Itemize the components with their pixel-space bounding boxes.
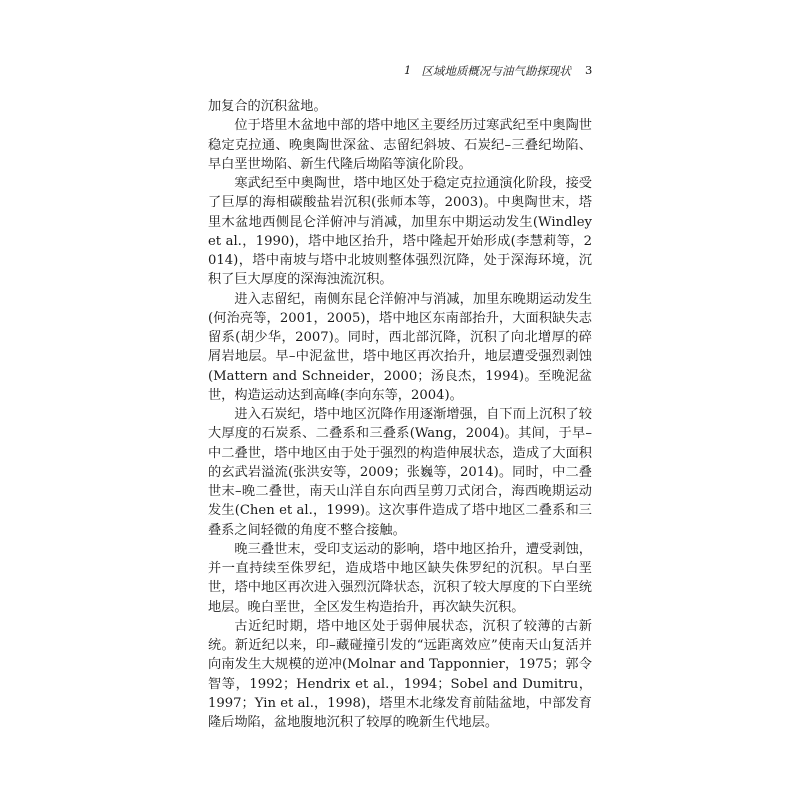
- running-header: [404, 63, 594, 81]
- chapter-title: 区域地质概况与油气勘探现状: [421, 64, 571, 78]
- page-number: 3: [585, 63, 593, 77]
- paragraph-silurian-devonian: 进入志留纪，南侧东昆仑洋俯冲与消减，加里东晚期运动发生(何治亮等，2001，2005)，塔中地区东南部抬升，大面积缺失志留系(胡少华，2007)。同时，西北部沉降，沉积了向北增厚的碎屑岩地层。早–中泥盆世，塔中地区再次抬升，地层遭受强烈剥蚀(Mattern and Schneider，2000；汤良杰，1994)。至晚泥盆世，构造运动达到高峰(李向东等，2004)。: [208, 291, 592, 403]
- paragraph-late-triassic-cretaceous: 晚三叠世末，受印支运动的影响，塔中地区抬升，遭受剥蚀，并一直持续至侏罗纪，造成塔中地区缺失侏罗纪的沉积。早白垩世，塔中地区再次进入强烈沉降状态，沉积了较大厚度的下白垩统地层。晚白垩世，全区发生构造抬升，再次缺失沉积。: [208, 541, 592, 615]
- body-text: [208, 97, 592, 732]
- paragraph-continuation: 加复合的沉积盆地。: [208, 99, 327, 114]
- paragraph-cambrian-ordovician: 寒武纪至中奥陶世，塔中地区处于稳定克拉通演化阶段，接受了巨厚的海相碳酸盐岩沉积(张师本等，2003)。中奥陶世末，塔里木盆地西侧昆仑洋俯冲与消减，加里东中期运动发生(Windley et al.，1990)，塔中地区抬升，塔中隆起开始形成(李慧莉等，2014)，塔中南坡与塔中北坡则整体强烈沉降，处于深海环境，沉积了巨大厚度的深海浊流沉积。: [208, 176, 592, 288]
- chapter-number: 1: [404, 63, 412, 77]
- paragraph-evolution-stages: 位于塔里木盆地中部的塔中地区主要经历过寒武纪至中奥陶世稳定克拉通、晚奥陶世深盆、志留纪斜坡、石炭纪–三叠纪坳陷、早白垩世坳陷、新生代隆后坳陷等演化阶段。: [208, 118, 592, 172]
- paragraph-paleogene-neogene: 古近纪时期，塔中地区处于弱伸展状态，沉积了较薄的古新统。新近纪以来，印–藏碰撞引发的“远距离效应”使南天山复活并向南发生大规模的逆冲(Molnar and Tapponnier，1975；郭令智等，1992；Hendrix et al.，1994；Sobel and Dumitru，1997；Yin et al.，1998)，塔里木北缘发育前陆盆地，中部发育隆后坳陷，盆地腹地沉积了较厚的晚新生代地层。: [208, 618, 592, 730]
- paragraph-carboniferous-triassic: 进入石炭纪，塔中地区沉降作用逐渐增强，自下而上沉积了较大厚度的石炭系、二叠系和三叠系(Wang，2004)。其间，于早–中二叠世，塔中地区由于处于强烈的构造伸展状态，造成了大面积的玄武岩溢流(张洪安等，2009；张巍等，2014)。同时，中二叠世末–晚二叠世，南天山洋自东向西呈剪刀式闭合，海西晚期运动发生(Chen et al.，1999)。这次事件造成了塔中地区二叠系和三叠系之间轻微的角度不整合接触。: [208, 407, 592, 538]
